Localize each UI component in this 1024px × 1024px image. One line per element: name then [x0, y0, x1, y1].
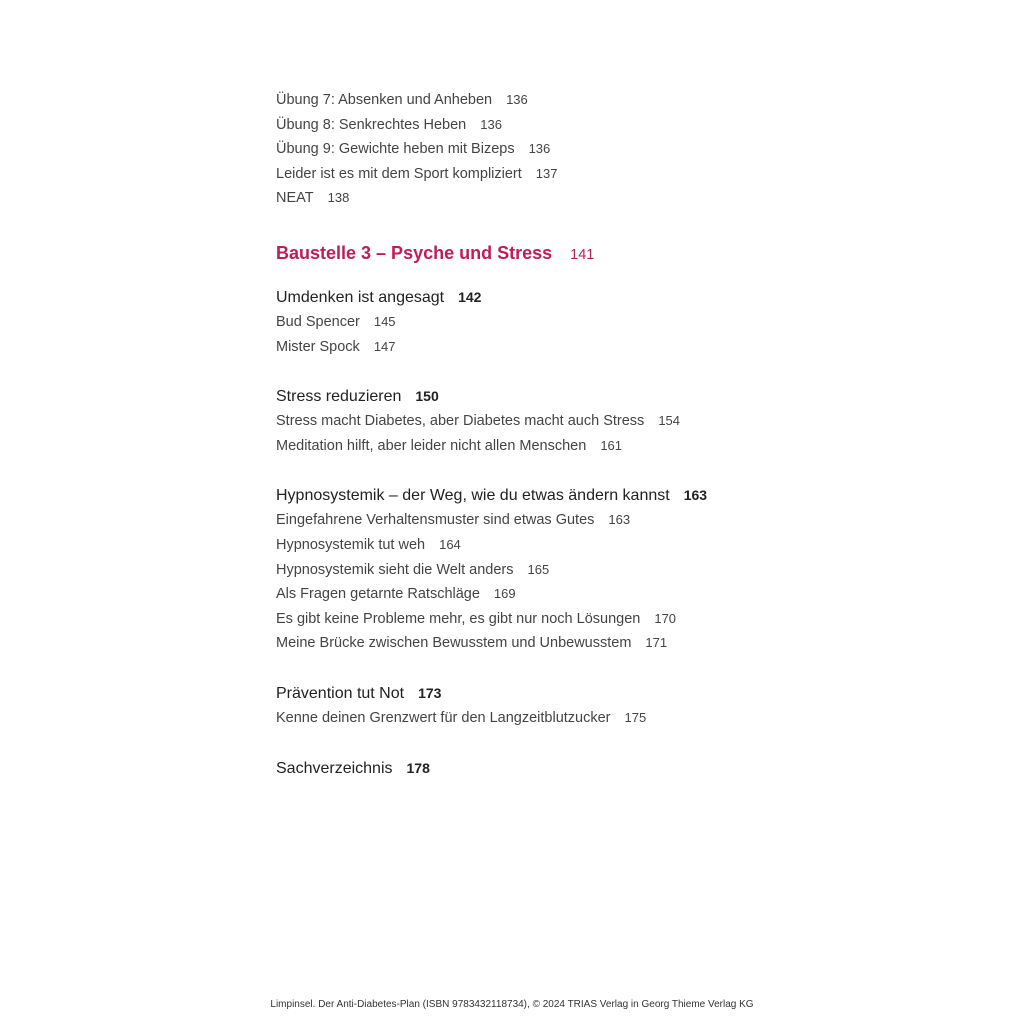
toc-section-page: 163 — [683, 487, 708, 504]
toc-entry — [276, 335, 976, 360]
toc-entry-page: 170 — [654, 610, 677, 626]
toc-entry — [276, 607, 976, 632]
toc-entry — [276, 409, 976, 434]
toc-entry — [276, 310, 976, 335]
toc-entry — [276, 582, 976, 607]
toc-entry-page: 136 — [480, 116, 502, 132]
toc-entry-title: Es gibt keine Probleme mehr, es gibt nur noch Lösungen — [276, 610, 641, 627]
toc-section-heading — [276, 285, 976, 310]
toc-entry-title: Stress macht Diabetes, aber Diabetes macht auch Stress — [276, 413, 645, 430]
toc-entry-page: 165 — [527, 561, 550, 577]
toc-entry-page: 136 — [528, 141, 551, 157]
toc-entry-page: 161 — [600, 437, 623, 453]
toc-section-heading — [276, 756, 976, 781]
table-of-contents — [276, 88, 976, 781]
toc-section-page: 150 — [415, 388, 439, 405]
toc-entry-title: Meine Brücke zwischen Bewusstem und Unbewusstem — [276, 635, 632, 652]
toc-entry-title: Hypnosystemik sieht die Welt anders — [276, 561, 514, 578]
toc-entry-title: Kenne deinen Grenzwert für den Langzeitblutzucker — [276, 709, 611, 726]
toc-entry-title: Leider ist es mit dem Sport kompliziert — [276, 165, 522, 182]
toc-entry-page: 163 — [608, 512, 631, 528]
toc-entry-title: Bud Spencer — [276, 313, 360, 330]
toc-entry — [276, 137, 976, 162]
toc-entry-page: 175 — [624, 709, 647, 725]
page-footer: Limpinsel. Der Anti-Diabetes-Plan (ISBN 9783432118734), © 2024 TRIAS Verlag in Georg Thieme Verlag KG — [270, 999, 754, 1010]
toc-entry-title: Eingefahrene Verhaltensmuster sind etwas Gutes — [276, 512, 595, 529]
toc-section-title: Hypnosystemik – der Weg, wie du etwas ändern kannst — [276, 487, 670, 505]
toc-entry — [276, 533, 976, 558]
toc-section-title: Stress reduzieren — [276, 388, 402, 406]
toc-entry-page: 154 — [658, 413, 681, 429]
toc-entry — [276, 706, 976, 731]
toc-section-heading — [276, 384, 976, 409]
toc-entry-title: Übung 7: Absenken und Anheben — [276, 92, 493, 108]
toc-entry-title: Übung 8: Senkrechtes Heben — [276, 116, 467, 133]
toc-entry-title: Übung 9: Gewichte heben mit Bizeps — [276, 141, 515, 158]
toc-entry-page: 137 — [535, 165, 558, 181]
toc-entry-title: Mister Spock — [276, 338, 360, 355]
toc-entry-page: 145 — [373, 313, 396, 329]
toc-entry — [276, 88, 976, 113]
toc-entry-page: 136 — [506, 92, 528, 107]
toc-section-heading — [276, 681, 976, 706]
toc-chapter-title: Baustelle 3 – Psyche und Stress — [276, 242, 553, 263]
toc-entry-page: 138 — [327, 190, 350, 206]
toc-chapter-page: 141 — [570, 246, 595, 263]
toc-chapter-heading — [276, 240, 976, 268]
toc-section-heading — [276, 483, 976, 508]
toc-entry-title: Hypnosystemik tut weh — [276, 536, 426, 553]
toc-entry-title: NEAT — [276, 190, 314, 207]
toc-section-title: Prävention tut Not — [276, 684, 405, 702]
toc-section-page: 173 — [418, 684, 442, 701]
toc-entry — [276, 631, 976, 656]
toc-entry — [276, 434, 976, 459]
toc-entry — [276, 186, 976, 211]
toc-entry-page: 171 — [645, 635, 668, 651]
toc-section-page: 142 — [458, 288, 482, 305]
toc-entry — [276, 508, 976, 533]
toc-entry — [276, 113, 976, 138]
toc-entry-page: 147 — [373, 338, 396, 354]
toc-entry — [276, 558, 976, 583]
toc-entry-title: Als Fragen getarnte Ratschläge — [276, 586, 480, 603]
toc-entry-page: 164 — [439, 536, 461, 552]
toc-entry-page: 169 — [493, 586, 516, 602]
toc-entry-title: Meditation hilft, aber leider nicht allen Menschen — [276, 437, 587, 454]
toc-entry — [276, 162, 976, 187]
toc-section-title: Sachverzeichnis — [276, 759, 393, 777]
toc-section-page: 178 — [406, 759, 430, 776]
toc-section-title: Umdenken ist angesagt — [276, 288, 445, 306]
